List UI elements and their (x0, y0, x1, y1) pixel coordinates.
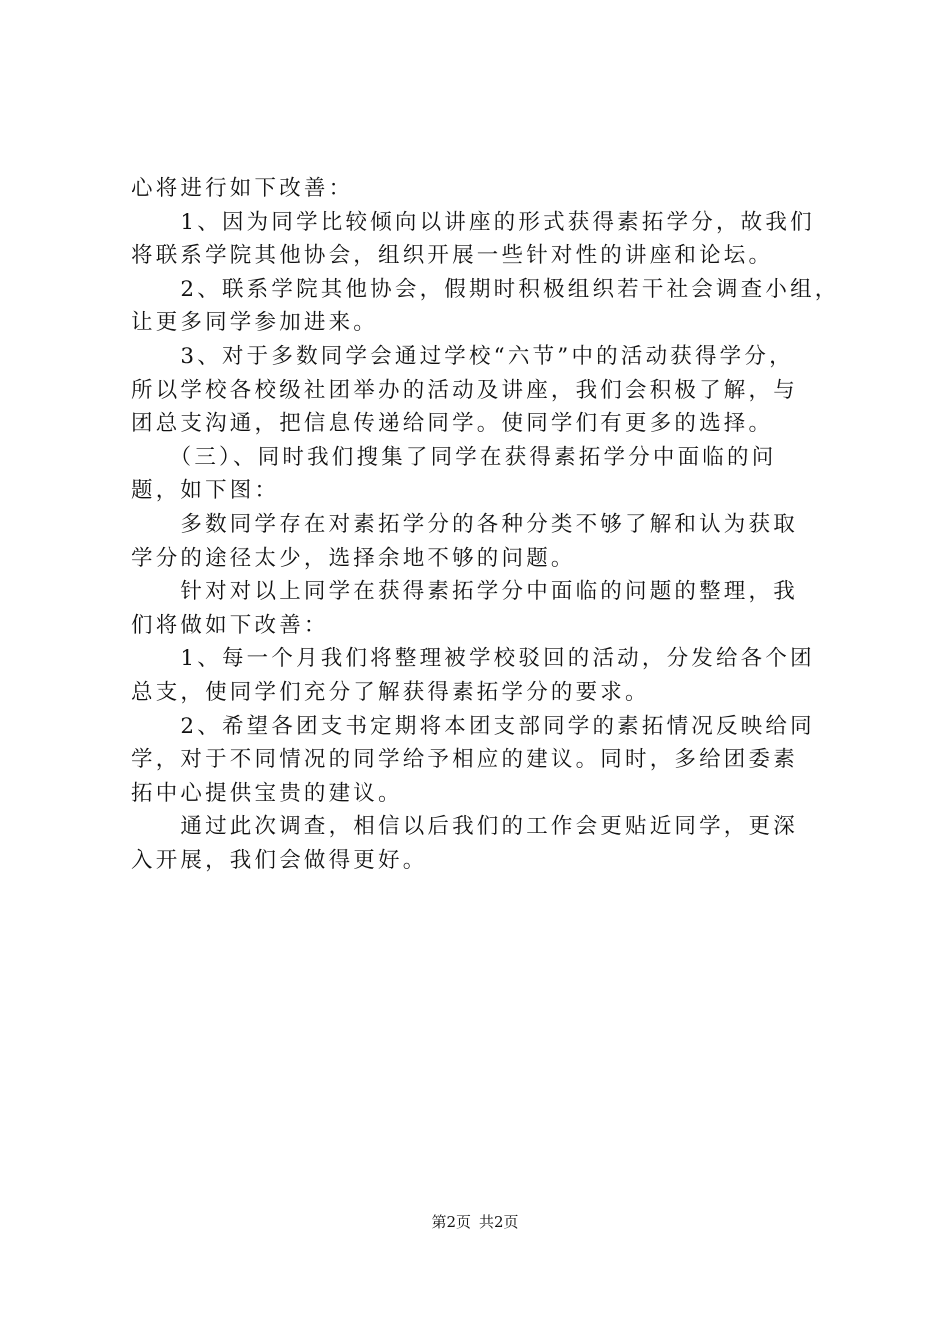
text-line: 拓中心提供宝贵的建议。 (131, 780, 403, 806)
text-line: 题，如下图： (131, 478, 280, 504)
text-line: 入开展，我们会做得更好。 (131, 847, 428, 873)
text-line: 多数同学存在对素拓学分的各种分类不够了解和认为获取 (131, 511, 798, 537)
text-line: 团总支沟通，把信息传递给同学。使同学们有更多的选择。 (131, 411, 774, 437)
page-number-current: 第2页 (431, 1213, 471, 1231)
text-line: 心将进行如下改善： (131, 176, 354, 201)
text-line: 针对对以上同学在获得素拓学分中面临的问题的整理，我 (131, 579, 798, 605)
text-line: （三）、同时我们搜集了同学在获得素拓学分中面临的问 (131, 444, 777, 470)
text-line: 让更多同学参加进来。 (131, 310, 379, 336)
text-line: 2、希望各团支书定期将本团支部同学的素拓情况反映给同 (131, 713, 815, 739)
text-line: 2、联系学院其他协会，假期时积极组织若干社会调查小组， (131, 276, 840, 302)
text-line: 所以学校各校级社团举办的活动及讲座，我们会积极了解，与 (131, 377, 798, 403)
text-line: 1、因为同学比较倾向以讲座的形式获得素拓学分，故我们 (131, 209, 815, 235)
text-line: 们将做如下改善： (131, 612, 329, 638)
page-footer (0, 1212, 950, 1232)
text-line: 1、每一个月我们将整理被学校驳回的活动，分发给各个团 (131, 646, 815, 672)
text-line: 总支，使同学们充分了解获得素拓学分的要求。 (131, 679, 650, 705)
page-number-total: 共2页 (479, 1213, 519, 1231)
text-line: 学，对于不同情况的同学给予相应的建议。同时，多给团委素 (131, 747, 798, 773)
text-line: 将联系学院其他协会，组织开展一些针对性的讲座和论坛。 (131, 243, 774, 269)
text-line: 学分的途径太少，选择余地不够的问题。 (131, 545, 576, 571)
text-line: 通过此次调查，相信以后我们的工作会更贴近同学，更深 (131, 814, 798, 840)
document-body (131, 172, 840, 877)
text-line: 3、对于多数同学会通过学校“六节”中的活动获得学分， (131, 343, 794, 369)
